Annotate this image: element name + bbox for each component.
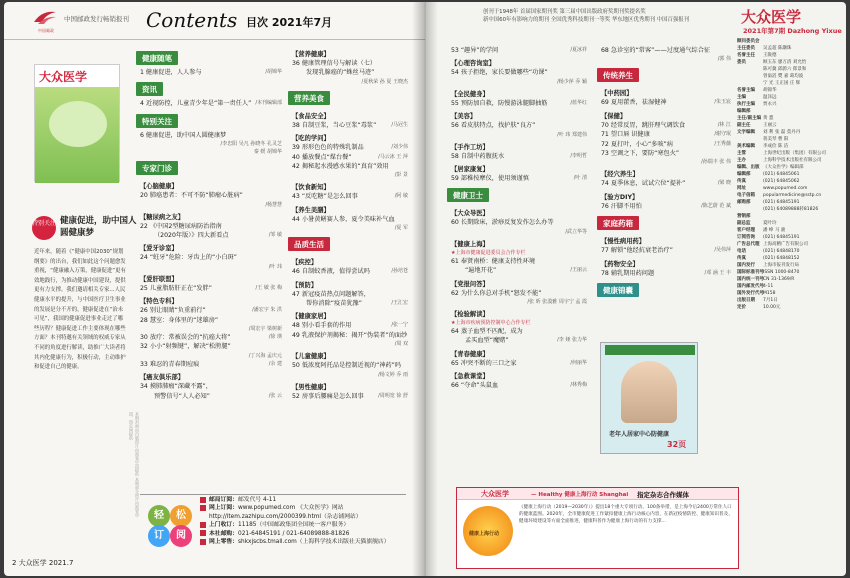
masthead-row: 文字编辑 刘 利 张 磊 莫丹丹 xyxy=(737,130,801,135)
toc-entry[interactable] xyxy=(288,267,408,276)
subsection-label: 【男性健康】 xyxy=(292,383,330,391)
left-header xyxy=(4,2,425,40)
author-line: /夏 军 xyxy=(394,225,408,232)
masthead-row: 订阅咨询 (021) 64845191 xyxy=(737,235,800,240)
subsection-label: 【营养健康】 xyxy=(292,51,330,58)
toc-entry[interactable] xyxy=(597,269,731,278)
masthead-row: 主办 上海科学技术出版社有限公司 xyxy=(737,158,822,163)
masthead-row: 电话 (021) 64848170 xyxy=(737,249,800,254)
subsection-label: 【特色专科】 xyxy=(140,298,178,306)
toc-entry-title: 47 新冠疫苗热点问题解答， xyxy=(292,290,370,298)
author-line: /张 昕 张漠雅 周宇宁 孟 霞 xyxy=(527,299,587,306)
toc-entry[interactable] xyxy=(447,289,587,298)
toc-entry-title: 60 长期除床，淤痧反复发作怎么办等 xyxy=(451,219,554,227)
masthead-row: 国内统一刊号CN 31-1369/R xyxy=(737,277,795,282)
masthead-row: 网址 www.popumed.com xyxy=(737,186,808,191)
masthead-row: 主任委员 吴孟超 陈灏珠 xyxy=(737,46,792,51)
elderly-couple-image xyxy=(621,361,677,423)
masthead-row: 广告总代理 上海高精广告有限公司 xyxy=(737,242,808,247)
section-header: 健康锦囊 xyxy=(597,283,639,297)
section-header: 健康随笔 xyxy=(136,51,178,65)
toc-entry[interactable] xyxy=(288,121,408,130)
toc-entry[interactable] xyxy=(447,218,587,227)
toc-entry-title: 71 望口唇 识健康 xyxy=(601,131,650,139)
subsection-label: 【美容】 xyxy=(451,113,477,121)
toc-entry[interactable] xyxy=(288,59,408,68)
toc-entry-title: 36 健康管理信号与解读（七） xyxy=(292,60,377,67)
toc-entry-author: /陈艺蔚 范 斌 xyxy=(701,202,731,209)
magazine-issue: 2021年第7期 Dazhong Yixue xyxy=(743,27,842,35)
author-line: /周宏宇 梁树新 xyxy=(248,326,282,333)
toc-entry[interactable] xyxy=(597,202,731,211)
toc-entry[interactable] xyxy=(136,392,282,401)
subscribe-line: 网上订阅：www.popumed.com 《大众医学》网站 xyxy=(200,504,405,512)
toc-entry[interactable] xyxy=(447,121,587,130)
section-header: 传统养生 xyxy=(597,68,639,82)
masthead-row: 编辑、出版 《大众医学》编辑部 xyxy=(737,165,804,170)
toc-entry[interactable] xyxy=(136,99,282,108)
subscribe-lines xyxy=(200,496,405,546)
author-line: /丁兴海 孟庆元 xyxy=(248,352,282,359)
subsection-label: 【吃的学问】 xyxy=(292,135,330,143)
subsection-label: 【慢性病用药】 xyxy=(601,238,646,246)
masthead-row: 国际标准刊号ISSN 1000-8470 xyxy=(737,270,800,275)
column-note: ★上海市健康促进委员会合作专栏 xyxy=(451,249,526,256)
toc-entry-title: 发现乳腺癌的“蛛丝马迹” xyxy=(306,69,375,77)
toc-entry-title: 24 “蛀牙”危险：牙齿上的“小白斑” xyxy=(140,254,237,262)
toc-entry[interactable] xyxy=(288,153,408,162)
bullet-icon xyxy=(200,497,206,503)
toc-entry-title: 25 儿童脂肪肝正在“发胖” xyxy=(140,284,212,292)
author-line: /杨慧慧 xyxy=(265,201,282,208)
ad-brand: 大众医学 xyxy=(481,489,509,498)
subscribe-line: http://item.zazhipu.com/2000399.html（杂志铺网站） xyxy=(209,513,362,520)
toc-entry[interactable] xyxy=(447,359,587,368)
section-header: 健康卫士 xyxy=(447,188,489,202)
masthead-row: 主任/副主编 黄 薏 xyxy=(737,116,774,121)
toc-entry-title: 22 《中国2型糖尿病防治指南 xyxy=(140,222,222,230)
cover-name: 大众医学 xyxy=(39,70,88,84)
toc-entry-title: 帮你消除“疫苗犹豫” xyxy=(306,300,362,308)
toc-entry[interactable] xyxy=(136,306,282,315)
toc-entry-title: “遍地开花” xyxy=(465,267,497,275)
page-folio-left: 2 大众医学 2021.7 xyxy=(12,559,74,567)
toc-entry-title: 72 夏打叶，小心“多咳”病 xyxy=(601,140,673,148)
toc-entry[interactable] xyxy=(447,381,587,390)
subscribe-line: 网上零售：shkxjscbs.tmall.com（上海科学技术出版社天猫旗舰店） xyxy=(200,538,405,546)
toc-entry-title: 78 辅乳期用药问题 xyxy=(601,269,655,277)
toc-entry-title: 32 小小“射频键”，解决“松胯腿” xyxy=(140,343,231,351)
masthead-row: 委员 顾玉东 廖万清 刘允怡 xyxy=(737,60,807,65)
subsection-label: 【手作工坊】 xyxy=(451,143,489,151)
toc-entry-author: /李 娅 张力华 xyxy=(557,337,587,344)
subsection-label: 【饮食新知】 xyxy=(292,184,330,192)
toc-entry-title: 53 “趣异”的学问 xyxy=(451,47,499,54)
bullet-icon xyxy=(200,539,206,545)
toc-entry-title: 预警信号“人人必知” xyxy=(154,392,210,400)
subsection-label: 【药物安全】 xyxy=(601,260,639,268)
post-logo-caption: 中国邮政 xyxy=(38,28,54,33)
toc-entry[interactable] xyxy=(136,231,282,240)
toc-entry[interactable] xyxy=(288,299,408,308)
toc-entry[interactable] xyxy=(288,361,408,370)
toc-entry-title: 74 夏季休息，试试穴位“提补” xyxy=(601,180,686,188)
toc-entry-title: 4 近视防控，儿童青少年是“第一责任人” xyxy=(140,100,252,108)
masthead-row: (021) 64089888转81826 xyxy=(763,207,819,212)
cover-art xyxy=(49,101,107,147)
toc-entry[interactable] xyxy=(136,253,282,262)
toc-entry[interactable] xyxy=(136,316,282,325)
toc-entry[interactable] xyxy=(447,266,587,275)
toc-entry-title: 42 揭秘起水漫感水果的“真育”效用 xyxy=(292,163,389,171)
masthead-row: 营销部 xyxy=(737,214,751,219)
subsection-label: 【爱肝联盟】 xyxy=(140,275,178,283)
toc-entry[interactable] xyxy=(447,152,587,161)
healthy-shanghai-ad xyxy=(456,487,739,569)
toc-column-1 xyxy=(136,46,282,401)
masthead-row: 邮购部 (021) 64845191 xyxy=(737,200,800,205)
toc-entry-author: /本刊编辑部 xyxy=(255,100,282,107)
card-caption: 老年人居家中心防健康 xyxy=(609,431,670,438)
toc-entry-author: /谢守珉 xyxy=(714,131,731,138)
toc-entry[interactable] xyxy=(288,68,408,77)
toc-entry[interactable] xyxy=(597,130,731,139)
subsection-label: 【养生美膳】 xyxy=(292,206,330,214)
toc-entry[interactable] xyxy=(136,131,282,140)
toc-entry-author: /王丽云 xyxy=(570,267,587,274)
toc-entry-author: /夏冰祥 xyxy=(570,47,587,53)
author-line: /叶 玮 xyxy=(268,263,282,270)
toc-entry-title: 30 放疗：常被误会的“抗癌大将” xyxy=(140,334,231,342)
masthead-row: 编辑部 xyxy=(737,109,751,114)
author-line: /郭 伟 xyxy=(717,56,731,63)
toc-entry-author: /梁 晓 xyxy=(717,180,731,187)
toc-entry[interactable] xyxy=(597,149,731,158)
subsection-label: 【健康上海】 xyxy=(451,240,489,248)
publisher-caption: 中国邮政发行畅销报刊 xyxy=(64,15,129,23)
toc-entry[interactable] xyxy=(447,327,587,336)
toc-entry-author: /周明宽 徐 舒 xyxy=(378,392,408,399)
toc-entry[interactable] xyxy=(136,333,282,342)
masthead-row: 编辑部 (021) 64845061 xyxy=(737,172,800,177)
featured-badge: 特别关注 xyxy=(32,216,56,240)
toc-entry-title: 76 汗脚不用怕 xyxy=(601,202,642,210)
side-note: 本期封面由内版图片由视觉中国提供 本期部分图片由视觉中国、图虫网提供 xyxy=(129,412,140,518)
health-kit-card xyxy=(600,342,698,454)
toc-entry-title: 34 摸肺肺瘤“深藏不露”， xyxy=(140,383,212,391)
toc-entry-author: /王汇宏 xyxy=(391,300,408,307)
author-line: /杨少萍 乔 颖 xyxy=(557,78,587,85)
subscribe-line: 本社邮购：021-64845191 / 021-64089888-81826 xyxy=(200,530,405,538)
masthead-row: 名誉主任 王陇德 xyxy=(737,53,777,58)
toc-entry-title: 66 “夺命”头鼠血 xyxy=(451,382,499,390)
toc-entry[interactable] xyxy=(597,98,731,107)
left-page xyxy=(4,2,425,576)
toc-entry-author: /徐 瑛 xyxy=(268,334,282,341)
subsection-label: 【心脑健康】 xyxy=(140,183,178,191)
toc-entry-title: 68 急诊室的“常客”——过度通气综合征 xyxy=(601,47,711,54)
author-line: /杨文婷 乔 雨 xyxy=(378,371,408,378)
masthead-row: 电子信箱 popularmedicine@sstp.cn xyxy=(737,193,822,198)
masthead-row: 出版日期 7月1日 xyxy=(737,298,778,303)
toc-entry-title: 61 奉贤南桥：健康支持性环境 xyxy=(451,257,536,265)
section-header: 品质生活 xyxy=(288,237,330,251)
subsection-label: 【检验解读】 xyxy=(451,311,489,319)
toc-entry-title: 52 房事后腰痛是怎么回事 xyxy=(292,392,364,400)
masthead-info xyxy=(737,38,841,568)
toc-entry[interactable] xyxy=(136,284,282,293)
toc-entry-title: 26 别让眼睛“负重前行” xyxy=(140,307,206,315)
author-line: /叶 玮 郑建伟 xyxy=(557,131,587,138)
toc-entry-author: /潘宏宇 朱 洪 xyxy=(252,307,282,314)
toc-entry-author: /余 建 xyxy=(268,360,282,367)
toc-entry-author: /朱玉宸 xyxy=(714,99,731,106)
contents-title-en: Contents xyxy=(146,8,238,32)
toc-column-4 xyxy=(597,46,731,300)
toc-entry-title: 56 看皮肤特点，找护肤“良方” xyxy=(451,122,536,130)
magazine-spread xyxy=(4,2,846,576)
toc-entry-author: /林 江 xyxy=(717,121,731,128)
masthead-row: 主管 上海世纪出版（集团）有限公司 xyxy=(737,151,826,156)
toc-entry[interactable] xyxy=(288,215,408,224)
toc-entry-author: /王秀薇 xyxy=(714,140,731,147)
toc-entry-author: /胡锦华 xyxy=(265,69,282,75)
toc-entry-title: 46 自制蚊香液，值得尝试吗 xyxy=(292,268,370,276)
bullet-icon xyxy=(200,522,206,528)
toc-entry-title: （2020年版）》四大新看点 xyxy=(154,232,229,240)
toc-entry-title: 69 夏用藿香，祛湿健神 xyxy=(601,99,667,107)
featured-body: 近年来，随着《“健康中国2030”规划纲要》的出台，我们如此这个问题愈发重视，“健康融入万策，健康促进”更有效地践行，为推动健康中国建设，提供更有力支撑。我们邀请相关专家...人民健康水平的提升，与中国医疗卫生事业的发展是分不开的，健康促进在“治未可见”，我国的健康促进事业走过了哪些历程？健康促进工作主要体现在哪些方面？本刊特邀有关领域的权威专家从不同的角度进行解读，助推广大读者将其内化健康行为，积极行动，主动维护和促进自己的健康。 xyxy=(34,249,126,371)
subsection-label: 【爱牙诊室】 xyxy=(140,245,178,253)
masthead-row: 蒋美琴 曹 阳 xyxy=(763,137,789,142)
toc-entry-title: 38 自制豆浆，当心豆浆“毒浆” xyxy=(292,121,377,129)
ad-tagline: — Healthy 健康上海行动 Shanghai xyxy=(531,492,629,498)
toc-entry-author: /林秀梅 xyxy=(570,382,587,389)
toc-entry-title: 20 肺癌患者：不可不防“肺瘤心脏病” xyxy=(140,192,243,200)
toc-entry[interactable] xyxy=(288,192,408,201)
subsection-label: 【大众导医】 xyxy=(451,210,489,218)
toc-entry-title: 49 乳液保护剂揭秘：揭开“伪装者”的面纱 xyxy=(292,331,408,339)
section-header: 营养美食 xyxy=(288,91,330,105)
featured-title: 健康促进，助中国人圆健康梦 xyxy=(60,216,137,238)
author-line: /李忠阳 吴凡 孙晓冬 孔灵芝 xyxy=(220,141,282,148)
toc-entry[interactable] xyxy=(136,382,282,391)
bullet-icon xyxy=(200,505,206,511)
subsection-label: 【居家康复】 xyxy=(451,166,489,174)
subsection-label: 【糖尿病之友】 xyxy=(140,213,185,221)
subsection-label: 【癌友俱乐部】 xyxy=(140,374,185,382)
masthead-row: 美术编辑 李成俭 陈 洁 xyxy=(737,144,789,149)
masthead-row: 国内发行 上海市报刊发行局 xyxy=(737,263,799,268)
toc-entry-author: /邓 涵 王 丰 xyxy=(704,269,731,276)
subsection-label: 【中药园】 xyxy=(601,90,633,98)
author-line: /孙瑞丰 张 伟 xyxy=(701,159,731,166)
toc-entry-author: /刘少伟 xyxy=(391,144,408,151)
toc-entry-title: 70 经常反胃，跳肝理气调饮食 xyxy=(601,121,686,129)
section-header: 家庭药箱 xyxy=(597,216,639,230)
toc-entry[interactable] xyxy=(447,99,587,108)
ad-text: 《健康上海行动（2019—2030年）》提出18个重大专项行动、100条举措，是上海今后2400万常住人口的健康蓝图。2020年，全市健康促进工作紧扣健康上海行动核心内容，在新冠疫情防控、健康知识普及、健康环境建设等方面全面推进，健康科普作为健康上海行动的有力支撑... xyxy=(519,505,733,525)
masthead-row: 名誉主编 胡锦华 xyxy=(737,88,777,93)
toc-entry[interactable] xyxy=(136,68,282,77)
toc-entry-title: 40 播放餐点“煤台餐” xyxy=(292,153,352,161)
author-line: /彭 景 xyxy=(394,172,408,179)
toc-entry-author: /何丽华 xyxy=(570,359,587,366)
masthead-row: 陈可冀 邱蔚六 郎景和 xyxy=(763,67,807,72)
masthead-row: 传真 (021) 64845062 xyxy=(737,179,800,184)
column-note: ★上海市疾病预防控制中心合作专栏 xyxy=(451,320,531,327)
toc-entry-title: 73 空调之下，要防“寒包火” xyxy=(601,150,680,158)
section-header: 特别关注 xyxy=(136,114,178,128)
toc-entry-title: 54 孩子拒绝，家长要做哪些“功课” xyxy=(451,69,548,77)
toc-entry-author: /邹 敏 xyxy=(268,232,282,239)
toc-entry-author: /王 敏 张 梅 xyxy=(255,284,282,291)
toc-entry[interactable] xyxy=(288,392,408,401)
toc-entry-author: /张一宁 xyxy=(391,322,408,329)
toc-entry[interactable] xyxy=(597,179,731,188)
toc-entry-title: 6 健康促进，助中国人圆健康梦 xyxy=(140,131,227,139)
author-line: /夏秋荣 孙 夏 王晓杰 xyxy=(361,78,408,85)
toc-entry[interactable] xyxy=(136,360,282,369)
toc-entry[interactable] xyxy=(447,68,587,77)
contents-title-cn: 目次 2021年7月 xyxy=(246,16,333,29)
subscribe-logo: 轻 松 订 阅 xyxy=(148,505,194,547)
subsection-label: 【心理咨询室】 xyxy=(451,60,496,68)
toc-entry-title: 58 自制中药腹抚水 xyxy=(451,152,505,160)
subsection-label: 【保健】 xyxy=(601,112,627,120)
toc-entry-title: 44 小暑黄鳝赛人参，夏令美味补气血 xyxy=(292,215,395,223)
masthead-row: 国内邮发代号4-11 xyxy=(737,284,774,289)
toc-entry[interactable] xyxy=(288,290,408,299)
section-header: 资讯 xyxy=(136,82,163,96)
toc-entry-title: 55 预防加自救，防慢游泳腿脚抽筋 xyxy=(451,99,548,107)
toc-entry-title: 50 低浓度阿托品是控制近视的“神药”吗 xyxy=(292,362,402,370)
masthead-row: 宁 光 王正国 庄 辉 xyxy=(763,81,801,86)
ad-heading: 指定杂志合作媒体 xyxy=(637,491,689,499)
toc-entry[interactable] xyxy=(136,191,282,200)
toc-entry-author: /孙培苍 xyxy=(391,268,408,275)
bullet-icon xyxy=(200,530,206,536)
subsection-label: 【健康家居】 xyxy=(292,313,330,321)
masthead-row: 定价 10.00元 xyxy=(737,305,781,310)
toc-entry[interactable] xyxy=(288,331,408,340)
toc-entry[interactable] xyxy=(136,222,282,231)
author-line: /武立华等 xyxy=(565,228,587,235)
toc-entry[interactable] xyxy=(136,342,282,351)
masthead-row: 主编 温泽远 xyxy=(737,95,777,100)
toc-entry-title: 77 解锁“他经抗衰老治疗” xyxy=(601,247,673,255)
right-header-text: 创刊于1948年 首届国家期刊奖 第三届中国出版政府奖期刊奖提名奖 新中国60年有影响力的期刊 全国优秀科技期刊一等奖 华东地区优秀期刊 中国百强报刊 xyxy=(483,9,690,23)
toc-entry[interactable] xyxy=(447,257,587,266)
toc-entry-author: /马云冰 王 萍 xyxy=(378,153,408,160)
subscribe-line: 上门收订：11185（中国邮政集团全国统一客户服务） xyxy=(200,521,405,529)
toc-entry-author: /吴伟萍 xyxy=(714,247,731,254)
toc-entry-title: 43 “反吃糖”是怎么回事 xyxy=(292,193,358,201)
toc-column-2 xyxy=(288,46,408,401)
subsection-label: 【经穴养生】 xyxy=(601,171,639,179)
subscribe-line: 邮局订阅：邮发代号 4-11 xyxy=(200,496,405,504)
toc-entry-title: 28 慧室：身体里的“迷雄房” xyxy=(140,316,219,324)
card-page: 32页 xyxy=(667,440,687,449)
toc-entry-title: 1 健康促进，人人参与 xyxy=(140,69,202,76)
subsection-label: 【急救课堂】 xyxy=(451,373,489,381)
toc-entry-author: /马冠生 xyxy=(391,121,408,128)
toc-entry-title: 39 形形色色的特殊乳制品 xyxy=(292,144,364,152)
masthead-row: 曾溢滔 樊 嘉 葛均波 xyxy=(763,74,804,79)
subsection-label: 【验方DIY】 xyxy=(601,193,639,201)
toc-entry[interactable] xyxy=(447,46,587,55)
masthead-row: 传真 (021) 64848152 xyxy=(737,256,800,261)
toc-entry-author: /张 云 xyxy=(268,392,282,399)
cover-thumbnail xyxy=(34,64,120,182)
subscription-box xyxy=(140,494,406,554)
toc-entry-title: 33 难忍的青春期痘痕 xyxy=(140,360,200,368)
toc-entry[interactable] xyxy=(597,46,731,55)
author-line: /周 双 xyxy=(394,341,408,348)
author-line: 秦 媛 胡锦华 xyxy=(253,149,282,156)
masthead-row: 副主任 王丽云 xyxy=(737,123,777,128)
subsection-label: 【青春健康】 xyxy=(451,350,489,358)
subsection-label: 【预防】 xyxy=(292,281,318,289)
toc-column-3 xyxy=(447,46,587,391)
post-logo-icon xyxy=(32,8,58,26)
toc-entry-title: 64 蒸子血型不匹配，成为 xyxy=(451,328,523,336)
masthead-row: 副总监 夏叶玲 xyxy=(737,221,777,226)
masthead-row: 客户经理 潘 峥 马 骏 xyxy=(737,228,786,233)
toc-entry-title: 59 部稚按摩仪，使用须谨慎 xyxy=(451,175,529,183)
toc-entry[interactable] xyxy=(447,336,587,345)
subsection-label: 【全民健身】 xyxy=(451,90,489,98)
toc-entry-title: 62 为什么你总对手机“怒发不能” xyxy=(451,289,542,297)
toc-entry[interactable] xyxy=(288,162,408,171)
toc-entry-title: 65 冲突不断的三口之家 xyxy=(451,359,517,367)
toc-entry[interactable] xyxy=(288,143,408,152)
toc-entry[interactable] xyxy=(447,174,587,183)
subsection-label: 【党报问答】 xyxy=(451,280,489,288)
magazine-logo: 大众医学 xyxy=(741,8,802,26)
toc-entry[interactable] xyxy=(288,321,408,330)
toc-entry[interactable] xyxy=(597,121,731,130)
ad-sun-text: 健康上海行动 xyxy=(469,531,500,537)
toc-entry-author: /蓝华红 xyxy=(570,99,587,106)
toc-entry-author: /阿 敏 xyxy=(394,193,408,200)
subsection-label: 【食品安全】 xyxy=(292,112,330,120)
masthead-row: 执行主编 贾永兴 xyxy=(737,102,777,107)
toc-entry[interactable] xyxy=(597,140,731,149)
masthead-row: 顾问委员会 xyxy=(737,39,760,44)
masthead-row: 国外发行代号M158 xyxy=(737,291,776,296)
subsection-label: 【疾控】 xyxy=(292,259,318,267)
toc-entry-title: 48 别小看手套的作用 xyxy=(292,322,352,330)
toc-entry-author: /叶 清 xyxy=(573,175,587,182)
section-header: 专家门诊 xyxy=(136,161,178,175)
toc-entry[interactable] xyxy=(597,246,731,255)
toc-entry-title: 孟买血型“魔赌” xyxy=(465,337,509,345)
toc-entry-author: /李明哲 xyxy=(570,152,587,159)
subsection-label: 【儿童健康】 xyxy=(292,353,330,361)
